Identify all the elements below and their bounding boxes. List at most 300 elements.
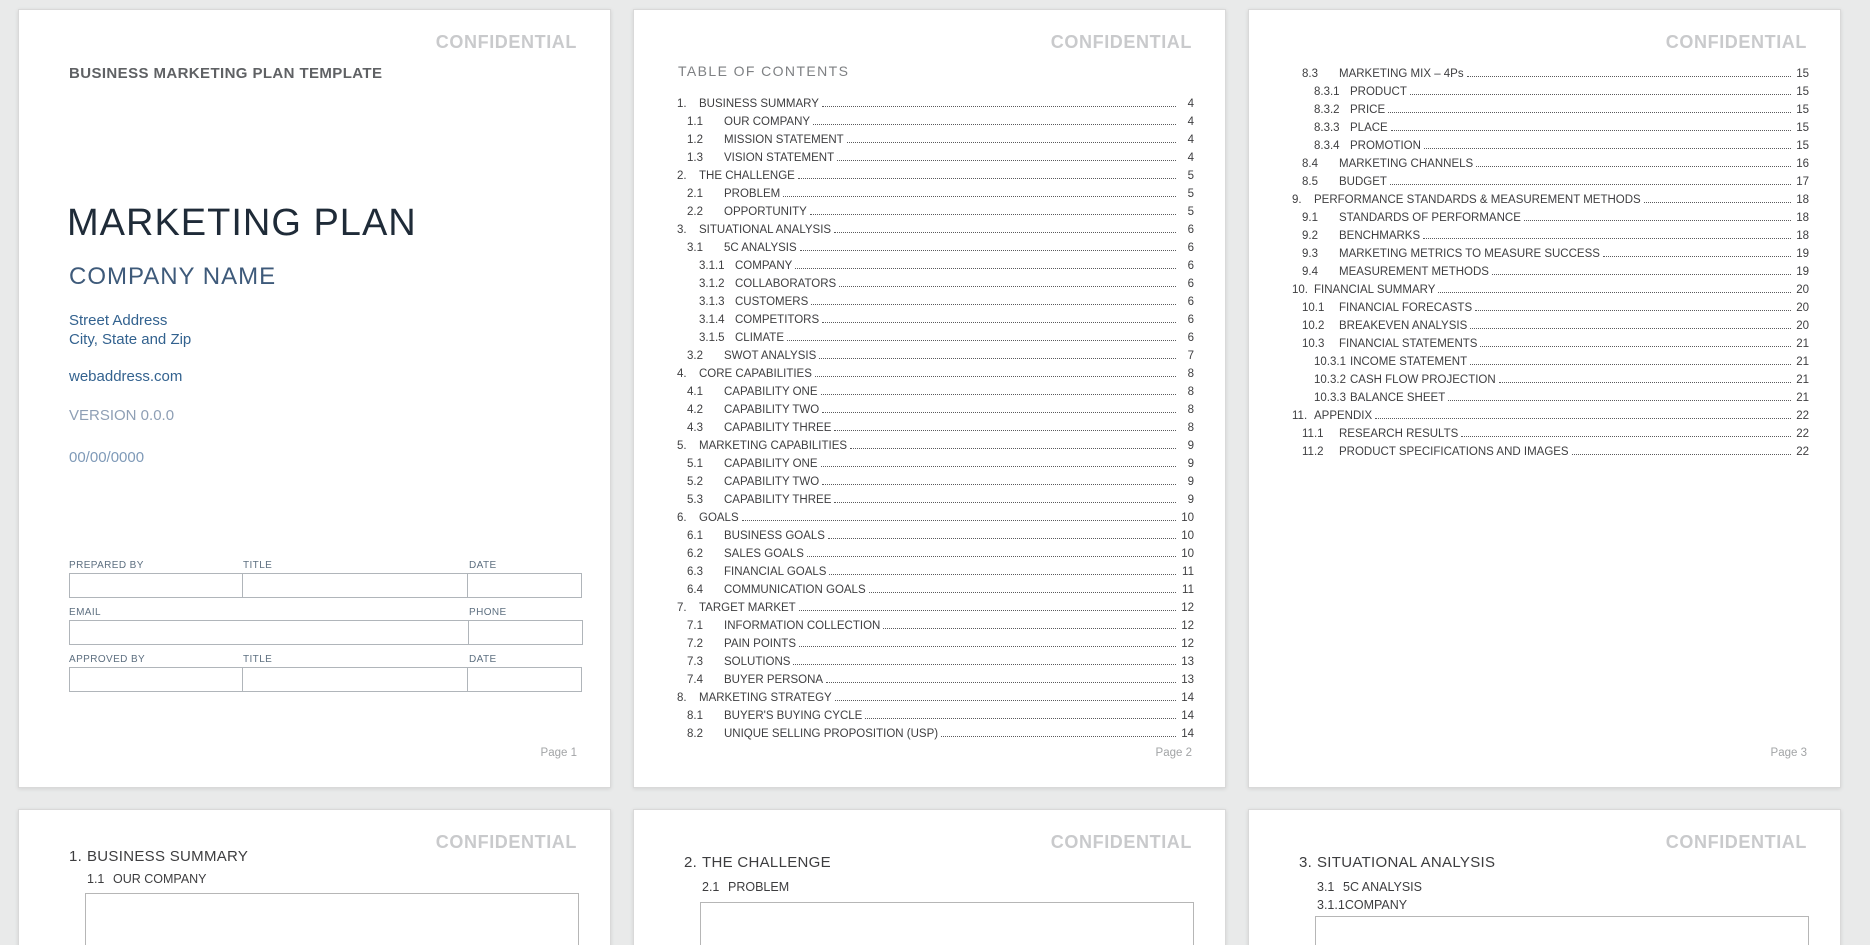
date-text: 00/00/0000 bbox=[69, 449, 145, 466]
toc-dot-leader bbox=[1461, 436, 1791, 437]
toc-entry-label: THE CHALLENGE bbox=[699, 170, 795, 182]
toc-entry bbox=[634, 434, 1225, 452]
toc-dot-leader bbox=[1644, 202, 1791, 203]
toc-entry-label: MARKETING CHANNELS bbox=[1339, 158, 1474, 170]
toc-entry-page: 15 bbox=[1796, 140, 1809, 152]
toc-dot-leader bbox=[1410, 94, 1791, 95]
toc-dot-leader bbox=[1499, 382, 1791, 383]
toc-dot-leader bbox=[839, 286, 1176, 287]
toc-entry-page: 22 bbox=[1796, 446, 1809, 458]
toc-entry bbox=[634, 146, 1225, 164]
toc-entry-number: 1.3 bbox=[687, 152, 703, 164]
toc-entry-label: FINANCIAL SUMMARY bbox=[1314, 284, 1436, 296]
toc-entry-label: UNIQUE SELLING PROPOSITION (USP) bbox=[724, 728, 939, 740]
toc-entry-number: 8.2 bbox=[687, 728, 703, 740]
toc-entry-page: 13 bbox=[1181, 656, 1194, 668]
toc-entry-label: COMPETITORS bbox=[735, 314, 820, 326]
toc-entry-number: 11.2 bbox=[1302, 446, 1324, 458]
toc-entry-page: 9 bbox=[1187, 476, 1194, 488]
page-number-label: Page 2 bbox=[1155, 747, 1192, 759]
toc-dot-leader bbox=[810, 214, 1176, 215]
version-text: VERSION 0.0.0 bbox=[69, 407, 175, 424]
toc-dot-leader bbox=[837, 160, 1176, 161]
section-number: 3. bbox=[1299, 854, 1313, 871]
toc-entry-label: SALES GOALS bbox=[724, 548, 804, 560]
toc-entry-page: 6 bbox=[1187, 260, 1194, 272]
toc-entry-page: 9 bbox=[1187, 458, 1194, 470]
toc-dot-leader bbox=[783, 196, 1176, 197]
toc-entry-page: 6 bbox=[1187, 242, 1194, 254]
subsection-number: 3.1 bbox=[1317, 880, 1335, 894]
toc-entry-label: BUSINESS GOALS bbox=[724, 530, 825, 542]
toc-entry-label: MARKETING METRICS TO MEASURE SUCCESS bbox=[1339, 248, 1600, 260]
toc-entry-number: 8.4 bbox=[1302, 158, 1318, 170]
toc-entry-number: 3.1.4 bbox=[699, 314, 725, 326]
toc-entry-number: 8. bbox=[677, 692, 687, 704]
subsection-title: PROBLEM bbox=[728, 880, 790, 894]
toc-dot-leader bbox=[822, 322, 1176, 323]
toc-entry bbox=[1249, 350, 1840, 368]
toc-entry-number: 6. bbox=[677, 512, 687, 524]
toc-entry-number: 7. bbox=[677, 602, 687, 614]
toc-entry-label: FINANCIAL STATEMENTS bbox=[1339, 338, 1478, 350]
toc-entry-number: 5.2 bbox=[687, 476, 703, 488]
toc-dot-leader bbox=[1448, 400, 1791, 401]
toc-entry-page: 8 bbox=[1187, 368, 1194, 380]
toc-entry bbox=[634, 218, 1225, 236]
toc-entry-page: 5 bbox=[1187, 206, 1194, 218]
toc-entry bbox=[1249, 206, 1840, 224]
toc-entry-page: 10 bbox=[1181, 530, 1194, 542]
subsection-number: 2.1 bbox=[702, 880, 720, 894]
toc-entry-label: MARKETING CAPABILITIES bbox=[699, 440, 848, 452]
toc-entry-label: SITUATIONAL ANALYSIS bbox=[699, 224, 832, 236]
toc-dot-leader bbox=[742, 520, 1176, 521]
cover-title: MARKETING PLAN bbox=[67, 202, 417, 244]
toc-list bbox=[634, 92, 1225, 740]
toc-entry-label: COMPANY bbox=[735, 260, 793, 272]
toc-entry-number: 2.1 bbox=[687, 188, 703, 200]
toc-dot-leader bbox=[1475, 310, 1791, 311]
toc-dot-leader bbox=[1603, 256, 1791, 257]
form-input-row bbox=[69, 620, 584, 645]
toc-entry-label: PROMOTION bbox=[1350, 140, 1421, 152]
toc-entry-number: 9.3 bbox=[1302, 248, 1318, 260]
section-heading bbox=[1299, 854, 1495, 871]
toc-dot-leader bbox=[829, 574, 1176, 575]
toc-entry-label: VISION STATEMENT bbox=[724, 152, 835, 164]
toc-entry-page: 21 bbox=[1796, 356, 1809, 368]
toc-entry-page: 17 bbox=[1796, 176, 1809, 188]
toc-entry-label: FINANCIAL FORECASTS bbox=[1339, 302, 1473, 314]
toc-dot-leader bbox=[865, 718, 1176, 719]
toc-entry-label: CASH FLOW PROJECTION bbox=[1350, 374, 1496, 386]
toc-entry bbox=[634, 290, 1225, 308]
toc-entry-page: 5 bbox=[1187, 170, 1194, 182]
toc-entry-number: 8.5 bbox=[1302, 176, 1318, 188]
toc-entry bbox=[634, 704, 1225, 722]
toc-entry-label: CAPABILITY TWO bbox=[724, 404, 820, 416]
prepared-by-field[interactable] bbox=[69, 573, 243, 598]
toc-heading: TABLE OF CONTENTS bbox=[678, 63, 850, 79]
toc-entry bbox=[634, 182, 1225, 200]
toc-dot-leader bbox=[1388, 112, 1791, 113]
toc-dot-leader bbox=[798, 178, 1176, 179]
section-number: 2. bbox=[684, 854, 698, 871]
toc-entry-label: 5C ANALYSIS bbox=[724, 242, 797, 254]
page-1-cover[interactable] bbox=[18, 9, 611, 788]
toc-dot-leader bbox=[822, 106, 1176, 107]
toc-entry-number: 9.2 bbox=[1302, 230, 1318, 242]
toc-entry bbox=[1249, 368, 1840, 386]
toc-entry-number: 7.4 bbox=[687, 674, 703, 686]
toc-entry-page: 6 bbox=[1187, 332, 1194, 344]
toc-entry-label: BUDGET bbox=[1339, 176, 1387, 188]
toc-entry-number: 8.3.3 bbox=[1314, 122, 1340, 134]
toc-entry-label: BUYER'S BUYING CYCLE bbox=[724, 710, 863, 722]
toc-entry-label: STANDARDS OF PERFORMANCE bbox=[1339, 212, 1521, 224]
toc-entry bbox=[634, 362, 1225, 380]
toc-entry bbox=[634, 254, 1225, 272]
address-line-2: City, State and Zip bbox=[69, 331, 192, 348]
toc-entry-page: 9 bbox=[1187, 440, 1194, 452]
toc-entry-number: 10.3 bbox=[1302, 338, 1325, 350]
toc-entry-number: 8.3.1 bbox=[1314, 86, 1340, 98]
form-label-row bbox=[69, 654, 584, 665]
document-header-title: BUSINESS MARKETING PLAN TEMPLATE bbox=[69, 65, 383, 82]
toc-entry bbox=[1249, 296, 1840, 314]
date-label: DATE bbox=[469, 560, 497, 571]
subsection-title: OUR COMPANY bbox=[113, 872, 207, 886]
toc-entry bbox=[634, 686, 1225, 704]
toc-dot-leader bbox=[821, 394, 1176, 395]
toc-entry-page: 6 bbox=[1187, 224, 1194, 236]
toc-entry-page: 6 bbox=[1187, 296, 1194, 308]
page-3-toc[interactable] bbox=[1248, 9, 1841, 788]
toc-entry-label: CAPABILITY TWO bbox=[724, 476, 820, 488]
page-number-label: Page 1 bbox=[540, 747, 577, 759]
toc-entry-page: 8 bbox=[1187, 422, 1194, 434]
page-2-toc[interactable] bbox=[633, 9, 1226, 788]
toc-entry bbox=[634, 614, 1225, 632]
toc-entry-label: FINANCIAL GOALS bbox=[724, 566, 827, 578]
toc-entry-number: 2.2 bbox=[687, 206, 703, 218]
toc-dot-leader bbox=[847, 142, 1176, 143]
toc-entry-page: 7 bbox=[1187, 350, 1194, 362]
toc-entry-page: 22 bbox=[1796, 428, 1809, 440]
toc-entry-page: 14 bbox=[1181, 728, 1194, 740]
toc-entry-label: PROBLEM bbox=[724, 188, 781, 200]
section-title: BUSINESS SUMMARY bbox=[87, 848, 249, 865]
page-4-business-summary[interactable] bbox=[18, 809, 611, 945]
email-field[interactable] bbox=[69, 620, 469, 645]
toc-entry-label: BUYER PERSONA bbox=[724, 674, 824, 686]
phone-label: PHONE bbox=[469, 607, 507, 618]
toc-entry-page: 13 bbox=[1181, 674, 1194, 686]
toc-entry bbox=[1249, 134, 1840, 152]
toc-entry bbox=[634, 380, 1225, 398]
toc-dot-leader bbox=[1423, 238, 1791, 239]
signoff-form bbox=[69, 560, 584, 701]
form-input-row bbox=[69, 573, 584, 598]
toc-entry-label: OUR COMPANY bbox=[724, 116, 811, 128]
toc-entry-number: 6.1 bbox=[687, 530, 703, 542]
toc-entry-number: 3.1.3 bbox=[699, 296, 725, 308]
subsection-heading bbox=[1317, 898, 1407, 912]
toc-entry-page: 18 bbox=[1796, 230, 1809, 242]
toc-entry bbox=[634, 542, 1225, 560]
toc-entry-number: 10.3.3 bbox=[1314, 392, 1346, 404]
toc-entry bbox=[634, 272, 1225, 290]
subsection-number: 3.1.1 bbox=[1317, 898, 1345, 912]
toc-entry-page: 22 bbox=[1796, 410, 1809, 422]
toc-entry-label: RESEARCH RESULTS bbox=[1339, 428, 1459, 440]
toc-entry bbox=[1249, 260, 1840, 278]
toc-entry-label: COLLABORATORS bbox=[735, 278, 837, 290]
toc-dot-leader bbox=[1390, 184, 1791, 185]
toc-entry-label: APPENDIX bbox=[1314, 410, 1373, 422]
toc-entry-label: INCOME STATEMENT bbox=[1350, 356, 1468, 368]
toc-entry-label: BUSINESS SUMMARY bbox=[699, 98, 819, 110]
toc-dot-leader bbox=[799, 610, 1176, 611]
toc-dot-leader bbox=[1438, 292, 1791, 293]
toc-entry bbox=[1249, 170, 1840, 188]
toc-entry-label: GOALS bbox=[699, 512, 739, 524]
toc-entry-page: 6 bbox=[1187, 314, 1194, 326]
form-input-row bbox=[69, 667, 584, 692]
toc-entry-number: 5.1 bbox=[687, 458, 703, 470]
subsection-heading bbox=[702, 880, 789, 894]
toc-dot-leader bbox=[869, 592, 1176, 593]
toc-entry bbox=[1249, 278, 1840, 296]
toc-entry-page: 4 bbox=[1187, 134, 1194, 146]
form-label-row bbox=[69, 560, 584, 571]
title-field[interactable] bbox=[242, 667, 468, 692]
toc-entry-label: PAIN POINTS bbox=[724, 638, 796, 650]
toc-dot-leader bbox=[819, 358, 1176, 359]
toc-entry-number: 6.3 bbox=[687, 566, 703, 578]
toc-entry-page: 21 bbox=[1796, 338, 1809, 350]
toc-entry-label: SWOT ANALYSIS bbox=[724, 350, 817, 362]
toc-entry-number: 7.2 bbox=[687, 638, 703, 650]
phone-field[interactable] bbox=[468, 620, 583, 645]
toc-dot-leader bbox=[807, 556, 1176, 557]
toc-entry bbox=[1249, 440, 1840, 458]
toc-entry-page: 18 bbox=[1796, 212, 1809, 224]
company-address bbox=[69, 311, 191, 349]
toc-entry-number: 1.1 bbox=[687, 116, 703, 128]
toc-entry-number: 3. bbox=[677, 224, 687, 236]
confidential-watermark: CONFIDENTIAL bbox=[1050, 32, 1192, 52]
toc-entry bbox=[1249, 80, 1840, 98]
toc-dot-leader bbox=[811, 304, 1176, 305]
toc-entry-label: MARKETING STRATEGY bbox=[699, 692, 832, 704]
toc-entry bbox=[634, 326, 1225, 344]
toc-dot-leader bbox=[834, 502, 1176, 503]
toc-entry-label: OPPORTUNITY bbox=[724, 206, 807, 218]
toc-entry bbox=[634, 506, 1225, 524]
toc-dot-leader bbox=[813, 124, 1176, 125]
toc-entry-number: 9.4 bbox=[1302, 266, 1318, 278]
toc-entry bbox=[634, 488, 1225, 506]
toc-entry bbox=[634, 452, 1225, 470]
toc-entry-number: 7.3 bbox=[687, 656, 703, 668]
toc-dot-leader bbox=[1470, 328, 1791, 329]
toc-entry-label: COMMUNICATION GOALS bbox=[724, 584, 866, 596]
toc-entry-label: PLACE bbox=[1350, 122, 1388, 134]
toc-entry-number: 10.1 bbox=[1302, 302, 1325, 314]
toc-dot-leader bbox=[835, 700, 1176, 701]
toc-entry bbox=[1249, 314, 1840, 332]
toc-entry bbox=[634, 308, 1225, 326]
toc-entry-number: 8.1 bbox=[687, 710, 703, 722]
date-label: DATE bbox=[469, 654, 497, 665]
section-title: THE CHALLENGE bbox=[702, 854, 831, 871]
toc-entry-page: 15 bbox=[1796, 86, 1809, 98]
toc-entry-page: 12 bbox=[1181, 638, 1194, 650]
toc-entry bbox=[634, 236, 1225, 254]
prepared-by-label: PREPARED BY bbox=[69, 560, 144, 571]
subsection-title: COMPANY bbox=[1344, 898, 1408, 912]
toc-entry-page: 11 bbox=[1182, 584, 1194, 596]
toc-entry bbox=[1249, 242, 1840, 260]
toc-entry-number: 9. bbox=[1292, 194, 1302, 206]
toc-entry-label: MISSION STATEMENT bbox=[724, 134, 844, 146]
toc-entry bbox=[1249, 386, 1840, 404]
toc-dot-leader bbox=[826, 682, 1176, 683]
toc-entry-page: 19 bbox=[1796, 248, 1809, 260]
confidential-watermark: CONFIDENTIAL bbox=[435, 32, 577, 52]
toc-entry-number: 8.3 bbox=[1302, 68, 1318, 80]
toc-entry-page: 12 bbox=[1181, 602, 1194, 614]
toc-dot-leader bbox=[799, 646, 1176, 647]
toc-entry bbox=[634, 470, 1225, 488]
toc-entry-label: PRODUCT bbox=[1350, 86, 1407, 98]
toc-list bbox=[1249, 62, 1840, 458]
toc-entry-label: CAPABILITY THREE bbox=[724, 422, 832, 434]
title-label: TITLE bbox=[243, 654, 273, 665]
toc-entry-label: CAPABILITY THREE bbox=[724, 494, 832, 506]
toc-dot-leader bbox=[1476, 166, 1791, 167]
toc-entry-number: 6.4 bbox=[687, 584, 703, 596]
toc-entry-label: MEASUREMENT METHODS bbox=[1339, 266, 1489, 278]
toc-entry-number: 4. bbox=[677, 368, 687, 380]
toc-dot-leader bbox=[1467, 76, 1791, 77]
toc-entry-label: MARKETING MIX – 4Ps bbox=[1339, 68, 1464, 80]
toc-entry-label: CUSTOMERS bbox=[735, 296, 809, 308]
toc-entry bbox=[1249, 62, 1840, 80]
toc-entry-number: 3.1.1 bbox=[699, 260, 725, 272]
confidential-watermark: CONFIDENTIAL bbox=[1665, 832, 1807, 852]
toc-dot-leader bbox=[941, 736, 1176, 737]
toc-entry bbox=[634, 722, 1225, 740]
section-heading bbox=[69, 848, 248, 865]
confidential-watermark: CONFIDENTIAL bbox=[435, 832, 577, 852]
toc-entry-label: PERFORMANCE STANDARDS & MEASUREMENT METHODS bbox=[1314, 194, 1641, 206]
toc-entry bbox=[634, 524, 1225, 542]
toc-entry bbox=[634, 416, 1225, 434]
subsection-heading bbox=[87, 872, 207, 886]
toc-entry-number: 11. bbox=[1292, 410, 1308, 422]
toc-entry bbox=[634, 128, 1225, 146]
page-number-label: Page 3 bbox=[1770, 747, 1807, 759]
toc-entry-page: 8 bbox=[1187, 386, 1194, 398]
toc-entry-number: 3.1 bbox=[687, 242, 703, 254]
date-field[interactable] bbox=[467, 667, 582, 692]
toc-entry bbox=[634, 632, 1225, 650]
company-name: COMPANY NAME bbox=[69, 263, 277, 290]
toc-entry-number: 10. bbox=[1292, 284, 1308, 296]
email-phone-group bbox=[69, 607, 584, 645]
confidential-watermark: CONFIDENTIAL bbox=[1665, 32, 1807, 52]
toc-entry-page: 9 bbox=[1187, 494, 1194, 506]
toc-entry bbox=[1249, 188, 1840, 206]
toc-entry-page: 14 bbox=[1181, 692, 1194, 704]
toc-entry bbox=[1249, 116, 1840, 134]
title-field[interactable] bbox=[242, 573, 468, 598]
toc-entry-number: 1.2 bbox=[687, 134, 703, 146]
page-5-the-challenge[interactable] bbox=[633, 809, 1226, 945]
toc-entry-label: BENCHMARKS bbox=[1339, 230, 1421, 242]
toc-entry-label: CLIMATE bbox=[735, 332, 784, 344]
toc-entry-page: 18 bbox=[1796, 194, 1809, 206]
toc-entry-number: 5.3 bbox=[687, 494, 703, 506]
toc-entry bbox=[634, 164, 1225, 182]
toc-entry-number: 3.1.5 bbox=[699, 332, 725, 344]
toc-entry-number: 8.3.2 bbox=[1314, 104, 1340, 116]
toc-entry bbox=[1249, 422, 1840, 440]
toc-dot-leader bbox=[1375, 418, 1791, 419]
toc-entry-page: 15 bbox=[1796, 122, 1809, 134]
toc-dot-leader bbox=[1470, 364, 1791, 365]
toc-entry-number: 2. bbox=[677, 170, 687, 182]
toc-dot-leader bbox=[795, 268, 1176, 269]
toc-entry-page: 8 bbox=[1187, 404, 1194, 416]
toc-dot-leader bbox=[787, 340, 1176, 341]
approved-by-group bbox=[69, 654, 584, 692]
toc-entry-label: INFORMATION COLLECTION bbox=[724, 620, 881, 632]
toc-dot-leader bbox=[834, 430, 1176, 431]
page-6-situational-analysis[interactable] bbox=[1248, 809, 1841, 945]
toc-dot-leader bbox=[883, 628, 1176, 629]
toc-dot-leader bbox=[834, 232, 1176, 233]
toc-dot-leader bbox=[800, 250, 1176, 251]
toc-entry-number: 4.1 bbox=[687, 386, 703, 398]
toc-dot-leader bbox=[1492, 274, 1791, 275]
section-title: SITUATIONAL ANALYSIS bbox=[1317, 854, 1496, 871]
toc-dot-leader bbox=[793, 664, 1176, 665]
form-label-row bbox=[69, 607, 584, 618]
toc-dot-leader bbox=[850, 448, 1176, 449]
toc-entry bbox=[634, 110, 1225, 128]
date-field[interactable] bbox=[467, 573, 582, 598]
toc-entry-number: 8.3.4 bbox=[1314, 140, 1340, 152]
content-box bbox=[1315, 916, 1809, 945]
toc-entry-page: 20 bbox=[1796, 320, 1809, 332]
toc-entry-page: 15 bbox=[1796, 68, 1809, 80]
toc-entry-label: TARGET MARKET bbox=[699, 602, 796, 614]
toc-entry-number: 5. bbox=[677, 440, 687, 452]
toc-entry bbox=[1249, 224, 1840, 242]
toc-entry-number: 3.1.2 bbox=[699, 278, 725, 290]
approved-by-field[interactable] bbox=[69, 667, 243, 692]
content-box bbox=[700, 902, 1194, 945]
toc-entry-label: BALANCE SHEET bbox=[1350, 392, 1446, 404]
toc-dot-leader bbox=[822, 484, 1176, 485]
subsection-heading bbox=[1317, 880, 1422, 894]
toc-entry bbox=[1249, 98, 1840, 116]
toc-entry-page: 14 bbox=[1181, 710, 1194, 722]
